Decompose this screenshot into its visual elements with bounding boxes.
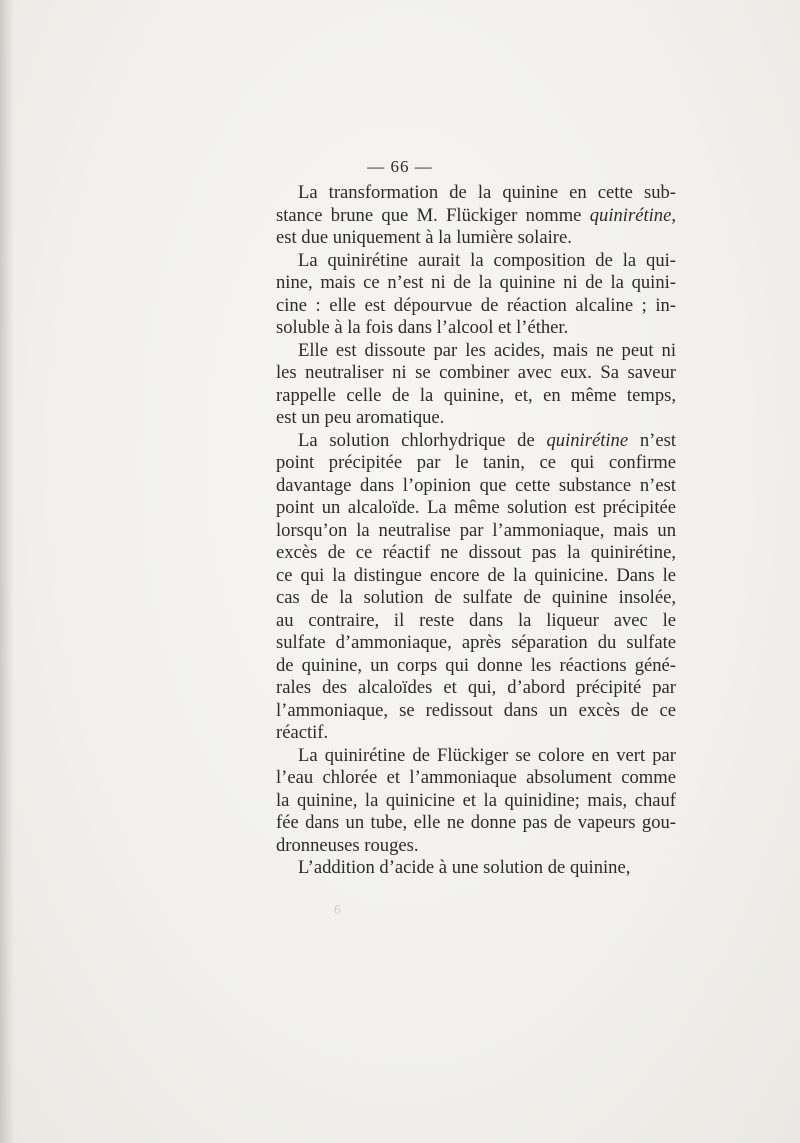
text-line: L’addition d’acide à une solution de quinine, [298,857,631,878]
text-line: cas de la solution de sulfate de quinine insolée, [276,587,676,608]
text-line: La quinirétine aurait la composition de la qui- [298,249,676,271]
paragraph [276,857,676,880]
italic-term: quinirétine [589,204,672,226]
text-line [276,205,676,228]
text-line: sulfate d’ammoniaque, après séparation du sulfate [276,632,676,653]
text-line: l’ammoniaque, se redissout dans un excès de ce [276,699,676,721]
text-line: ce qui la distingue encore de la quinicine. Dans le [276,564,676,586]
text-line: l’eau chlorée et l’ammoniaque absolument comme [276,767,676,788]
body-text [276,182,676,880]
text-line: de quinine, un corps qui donne les réactions géné- [276,654,676,676]
text-line: rappelle celle de la quinine, et, en même temps, [276,384,676,406]
text-line: dronneuses rouges. [276,834,419,856]
page-number: — 66 — [367,157,433,176]
text-line: est un peu aromatique. [276,407,445,428]
text-line: au contraire, il reste dans la liqueur avec le [276,609,676,631]
line-suffix: n’est [628,429,676,451]
text-line: les neutraliser ni se combiner avec eux. Sa saveur [276,362,676,383]
text-line: soluble à la fois dans l’alcool et l’éther. [276,317,569,338]
line-prefix: stance brune que M. Flückiger nomme [276,204,590,226]
line-suffix: , [671,204,676,226]
text-line: Elle est dissoute par les acides, mais ne peut ni [298,339,676,361]
text-line: la quinine, la quinicine et la quinidine; mais, chauf [276,789,676,811]
faint-bleed-mark: 6 [334,903,341,918]
text-line: La transformation de la quinine en cette sub- [298,182,676,203]
text-line: fée dans un tube, elle ne donne pas de vapeurs gou- [276,812,676,833]
text-line: cine : elle est dépourvue de réaction alcaline ; in- [276,294,676,316]
paragraph [276,340,676,430]
text-line: nine, mais ce n’est ni de la quinine ni de la quini- [276,272,676,293]
paragraph [276,745,676,858]
text-line: point précipitée par le tanin, ce qui confirme [276,452,676,473]
paragraph [276,182,676,250]
paragraph [276,250,676,340]
text-line: davantage dans l’opinion que cette substance n’est [276,474,676,496]
text-line [276,430,676,453]
text-line: lorsqu’on la neutralise par l’ammoniaque, mais un [276,519,676,541]
text-line: réactif. [276,722,329,743]
paragraph [276,430,676,745]
italic-term: quinirétine [546,429,629,451]
text-line: rales des alcaloïdes et qui, d’abord précipité par [276,677,676,698]
line-prefix: La solution chlorhydrique de [298,429,547,451]
text-line: est due uniquement à la lumière solaire. [276,227,572,248]
text-line: point un alcaloïde. La même solution est précipitée [276,497,676,518]
text-line: La quinirétine de Flückiger se colore en vert par [298,744,676,766]
text-line: excès de ce réactif ne dissout pas la quinirétine, [276,542,676,563]
